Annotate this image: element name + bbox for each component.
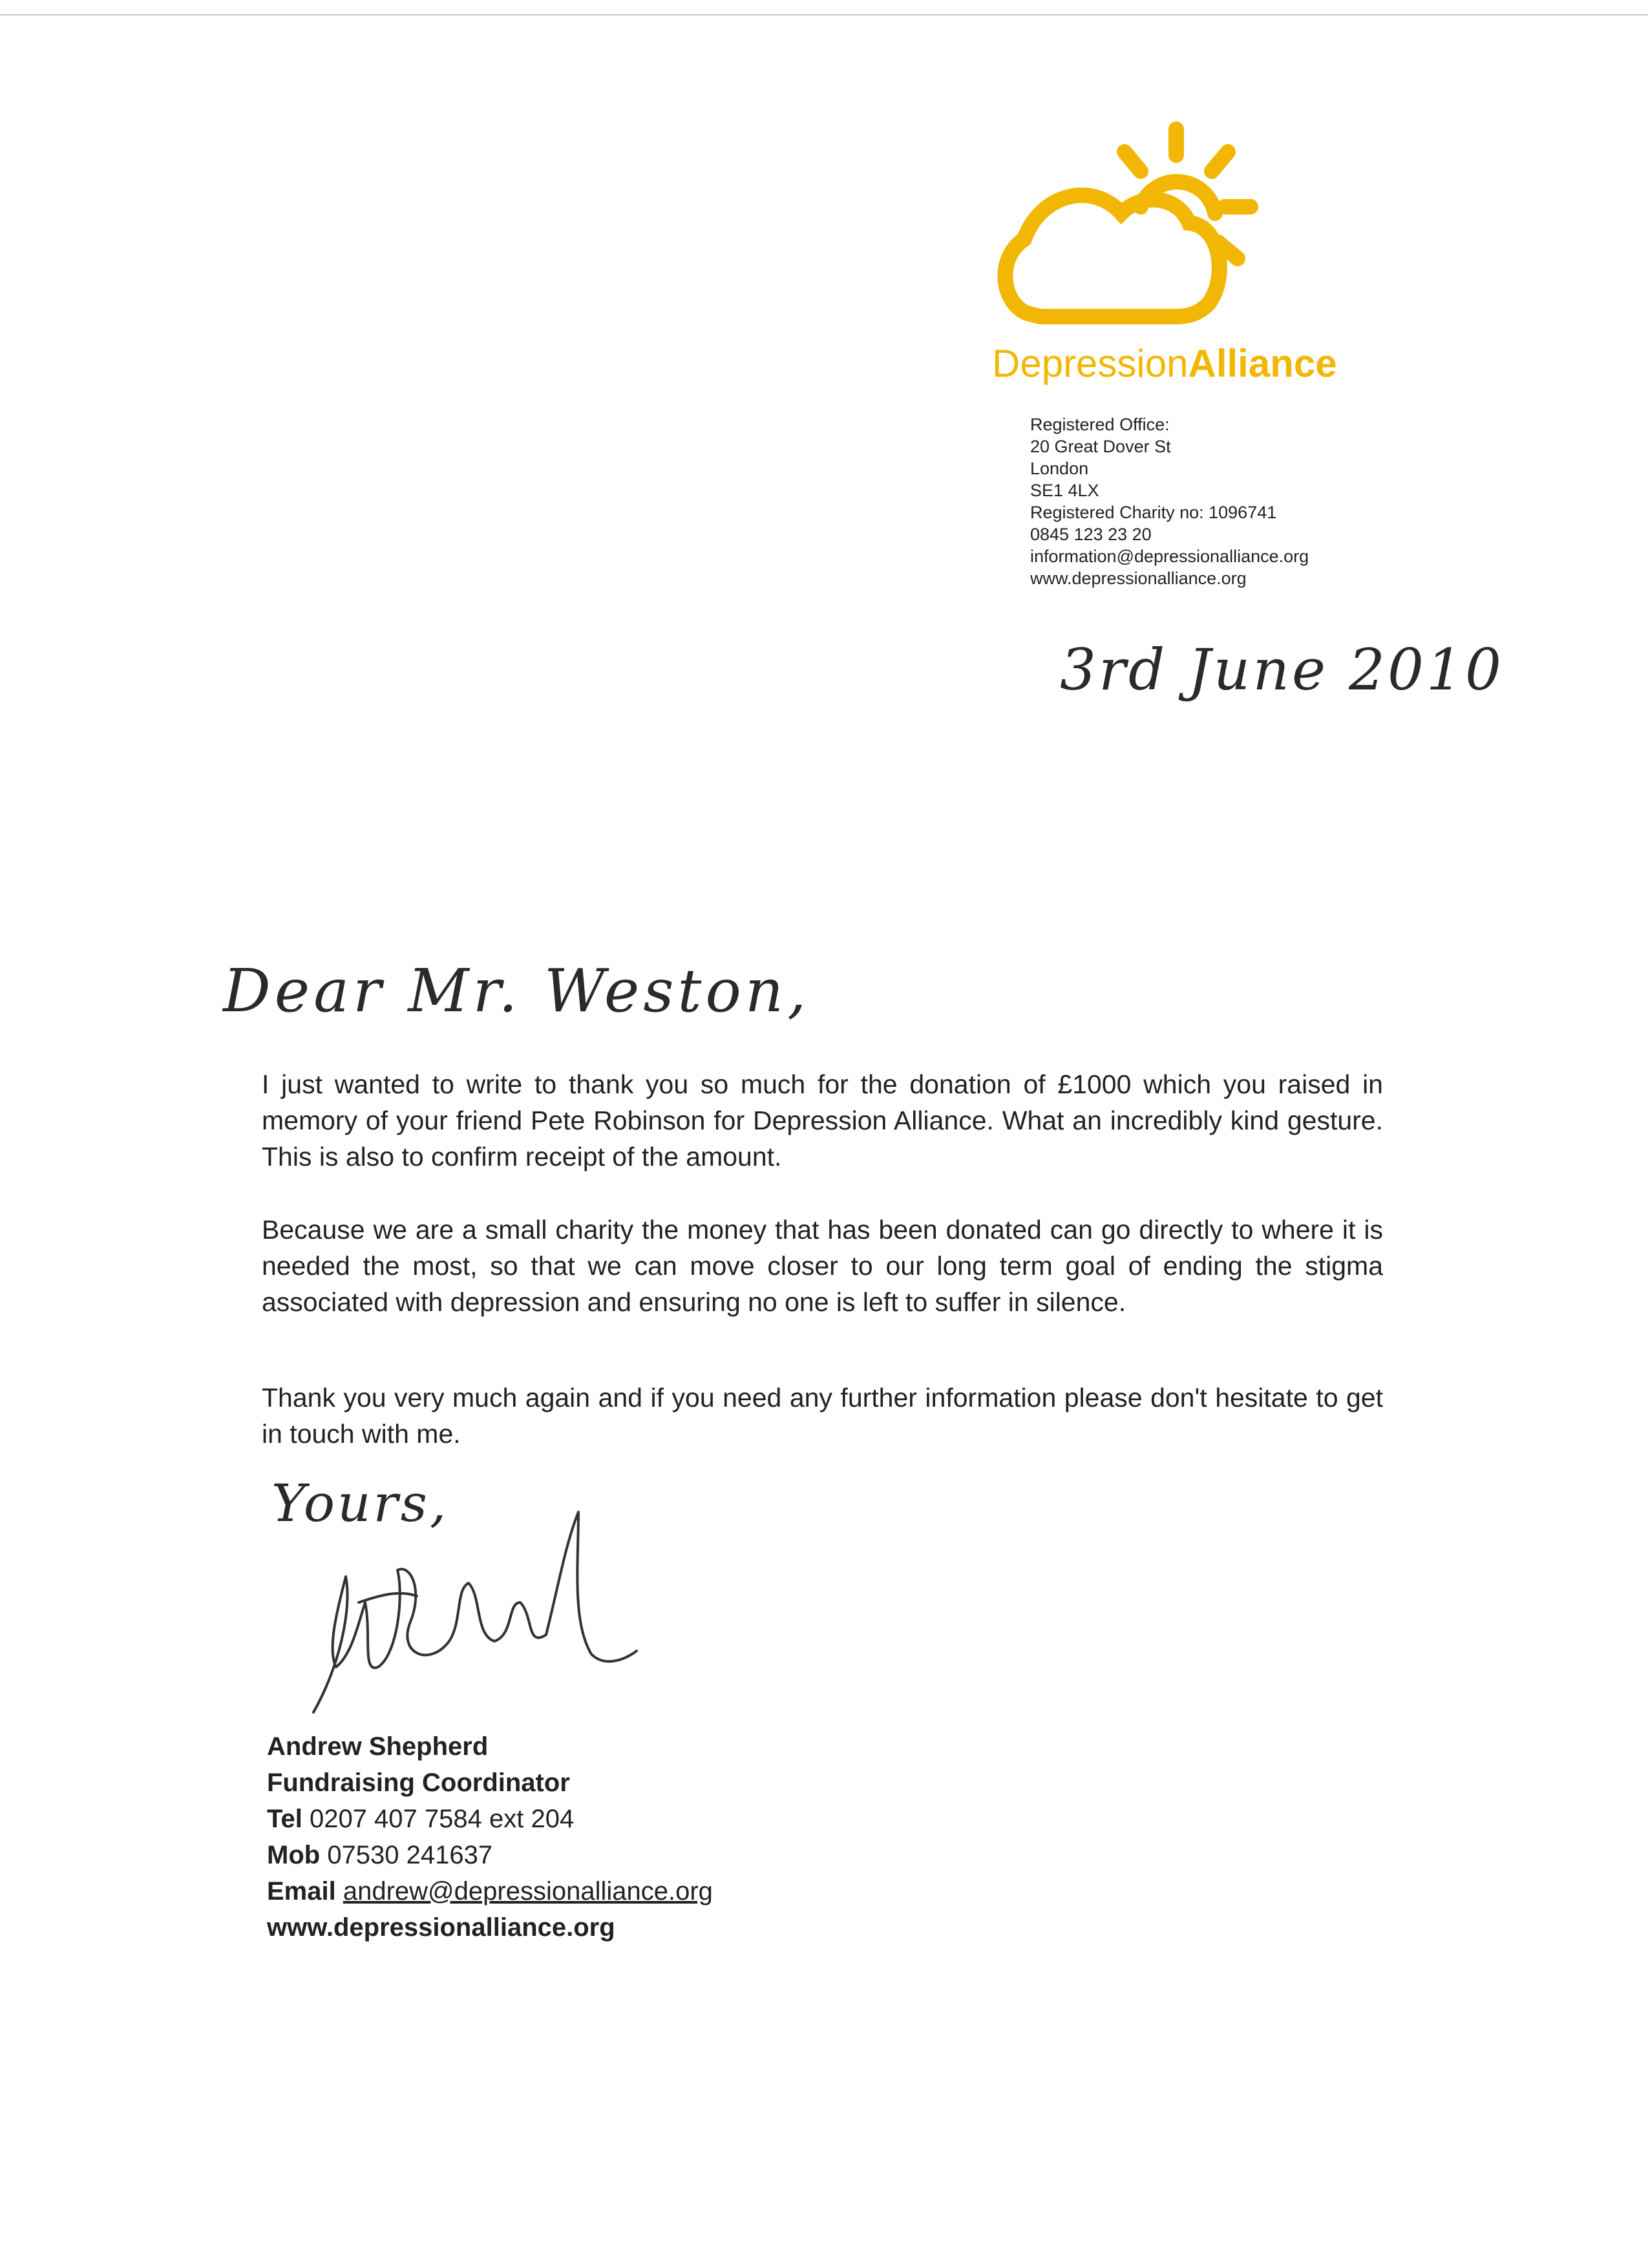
office-phone: 0845 123 23 20 — [1030, 525, 1152, 544]
handwritten-date: 3rd June 2010 — [1060, 636, 1504, 703]
scan-edge-line — [0, 14, 1648, 16]
office-postcode: SE1 4LX — [1030, 481, 1099, 500]
registered-office-block — [1030, 414, 1309, 589]
email-link[interactable]: andrew@depressionalliance.org — [343, 1877, 713, 1906]
handwritten-closing: Yours, — [271, 1473, 449, 1533]
logo-wordmark — [992, 341, 1337, 386]
letter-paragraph-2: Because we are a small charity the money that has been donated can go directly to where it is needed the most, so that we can move closer to our long term goal of ending the stigma associated with depression and ensuring no one is left to suffer in silence. — [262, 1215, 1383, 1317]
sender-tel-line — [267, 1801, 713, 1837]
mob-value: 07530 241637 — [327, 1841, 493, 1869]
logo-wordmark-light: Depression — [992, 342, 1188, 385]
office-city: London — [1030, 459, 1089, 478]
sender-title: Fundraising Coordinator — [267, 1769, 570, 1797]
office-heading: Registered Office: — [1030, 415, 1170, 434]
sender-mob-line — [267, 1837, 713, 1873]
office-website: www.depressionalliance.org — [1030, 569, 1247, 588]
letter-paragraph-3: Thank you very much again and if you need any further information please don't hesitate to get in touch with me. — [262, 1383, 1383, 1449]
office-street: 20 Great Dover St — [1030, 437, 1171, 456]
sender-email-line — [267, 1873, 713, 1909]
letter-paragraph-1: I just wanted to write to thank you so much for the donation of £1000 which you raised in memory of your friend Pete Robinson for Depression Alliance. What an incredibly kind gesture. This is also to confirm receipt of the amount. — [262, 1069, 1383, 1171]
sender-website: www.depressionalliance.org — [267, 1913, 615, 1942]
tel-label: Tel — [267, 1805, 302, 1833]
logo-wordmark-bold: Alliance — [1188, 342, 1337, 385]
sender-block — [267, 1728, 713, 1946]
handwritten-salutation: Dear Mr. Weston, — [223, 956, 810, 1025]
mob-label: Mob — [267, 1841, 321, 1869]
email-label: Email — [267, 1877, 336, 1906]
handwritten-signature — [301, 1506, 650, 1719]
office-email: information@depressionalliance.org — [1030, 547, 1309, 566]
office-charity-number: Registered Charity no: 1096741 — [1030, 503, 1277, 522]
sender-name: Andrew Shepherd — [267, 1732, 489, 1761]
tel-value: 0207 407 7584 ext 204 — [309, 1805, 575, 1833]
